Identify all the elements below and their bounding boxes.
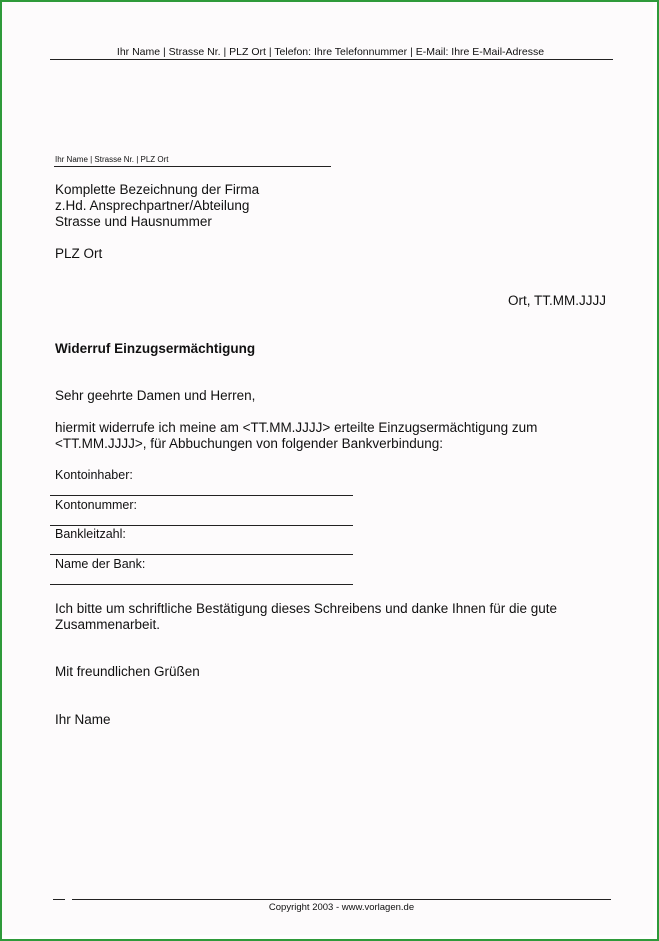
greeting: Mit freundlichen Grüßen [55,664,200,679]
footer-short-rule [53,899,65,900]
closing-line-2: Zusammenarbeit. [55,617,161,632]
salutation: Sehr geehrte Damen und Herren, [55,388,256,403]
field-kontoinhaber: Kontoinhaber: [55,468,133,482]
header-sender-line: Ihr Name | Strasse Nr. | PLZ Ort | Telefon: Ihre Telefonnummer | E-Mail: Ihre E-Mail-Adresse [116,46,545,58]
field-bankname: Name der Bank: [55,557,146,571]
recipient-city: PLZ Ort [55,246,103,261]
footer-rule [72,899,611,900]
subject: Widerruf Einzugsermächtigung [55,341,256,356]
body-line-1: hiermit widerrufe ich meine am <TT.MM.JJJJ> erteilte Einzugsermächtigung zum [55,420,538,435]
return-address-underline [54,166,331,167]
signature: Ihr Name [55,712,111,727]
body-line-2: <TT.MM.JJJJ>, für Abbuchungen von folgender Bankverbindung: [55,436,443,451]
recipient-company: Komplette Bezeichnung der Firma [55,182,260,197]
field-bankleitzahl: Bankleitzahl: [55,527,126,541]
date-line: Ort, TT.MM.JJJJ [508,293,606,308]
return-address: Ihr Name | Strasse Nr. | PLZ Ort [55,155,169,164]
footer-copyright: Copyright 2003 - www.vorlagen.de [268,902,415,913]
recipient-street: Strasse und Hausnummer [55,214,212,229]
field-bankname-line [50,584,353,585]
recipient-contact: z.Hd. Ansprechpartner/Abteilung [55,198,250,213]
field-kontonummer: Kontonummer: [55,498,137,512]
letter-page [2,2,653,935]
field-kontoinhaber-line [50,495,353,496]
closing-line-1: Ich bitte um schriftliche Bestätigung dieses Schreibens und danke Ihnen für die gute [55,601,558,616]
header-divider [50,59,613,60]
field-bankleitzahl-line [50,554,353,555]
